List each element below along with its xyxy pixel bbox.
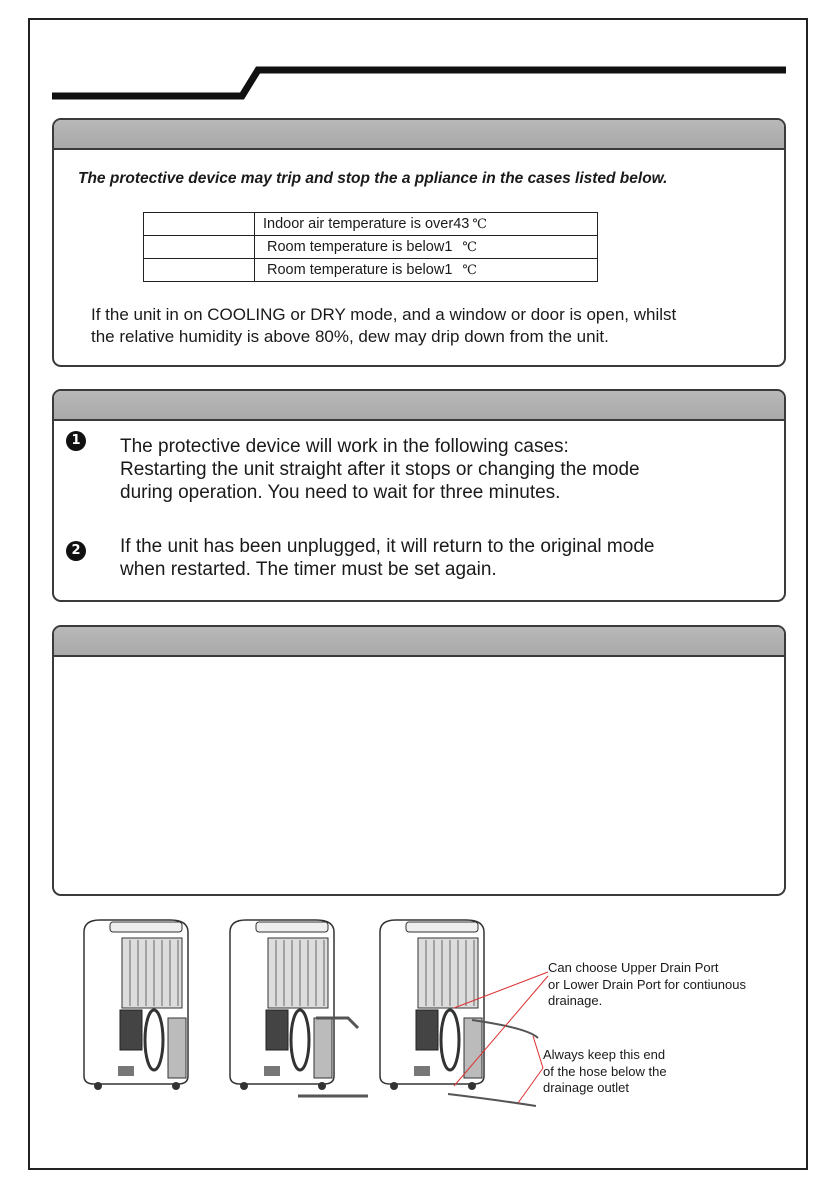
trip-conditions-table [143, 212, 598, 282]
drainage-illustration [78, 918, 558, 1118]
humidity-note: If the unit in on COOLING or DRY mode, and a window or door is open, whilst the relative humidity is above 80%, dew may drip down from the unit. [91, 305, 677, 346]
note-item-2: If the unit has been unplugged, it will return to the original mode when restarted. The timer must be set again. [120, 536, 655, 580]
number-badge-2: 2 [66, 541, 86, 561]
condition-cell: Room temperature is below1 ℃ [255, 259, 598, 282]
hose-end-annotation: Always keep this end of the hose below the drainage outlet [543, 1047, 667, 1095]
drain-port-annotation: Can choose Upper Drain Port or Lower Drain Port for contiunous drainage. [548, 960, 746, 1008]
condition-cell: Room temperature is below1 ℃ [255, 236, 598, 259]
condition-label-cell [144, 213, 255, 236]
condition-cell: Indoor air temperature is over43 ℃ [255, 213, 598, 236]
notes-panel [52, 389, 786, 602]
protective-device-panel [52, 118, 786, 367]
table-row [144, 236, 598, 259]
table-row [144, 213, 598, 236]
note-item-1: The protective device will work in the following cases: Restarting the unit straight after it stops or changing the mode during operation. You need to wait for three minutes. [120, 436, 640, 503]
table-row [144, 259, 598, 282]
condition-label-cell [144, 236, 255, 259]
protective-intro-text: The protective device may trip and stop the a ppliance in the cases listed below. [78, 170, 668, 187]
panel-header-bar [54, 391, 784, 421]
header-rule [0, 0, 839, 110]
panel-header-bar [54, 627, 784, 657]
condition-label-cell [144, 259, 255, 282]
panel-header-bar [54, 120, 784, 150]
empty-panel [52, 625, 786, 896]
number-badge-1: 1 [66, 431, 86, 451]
